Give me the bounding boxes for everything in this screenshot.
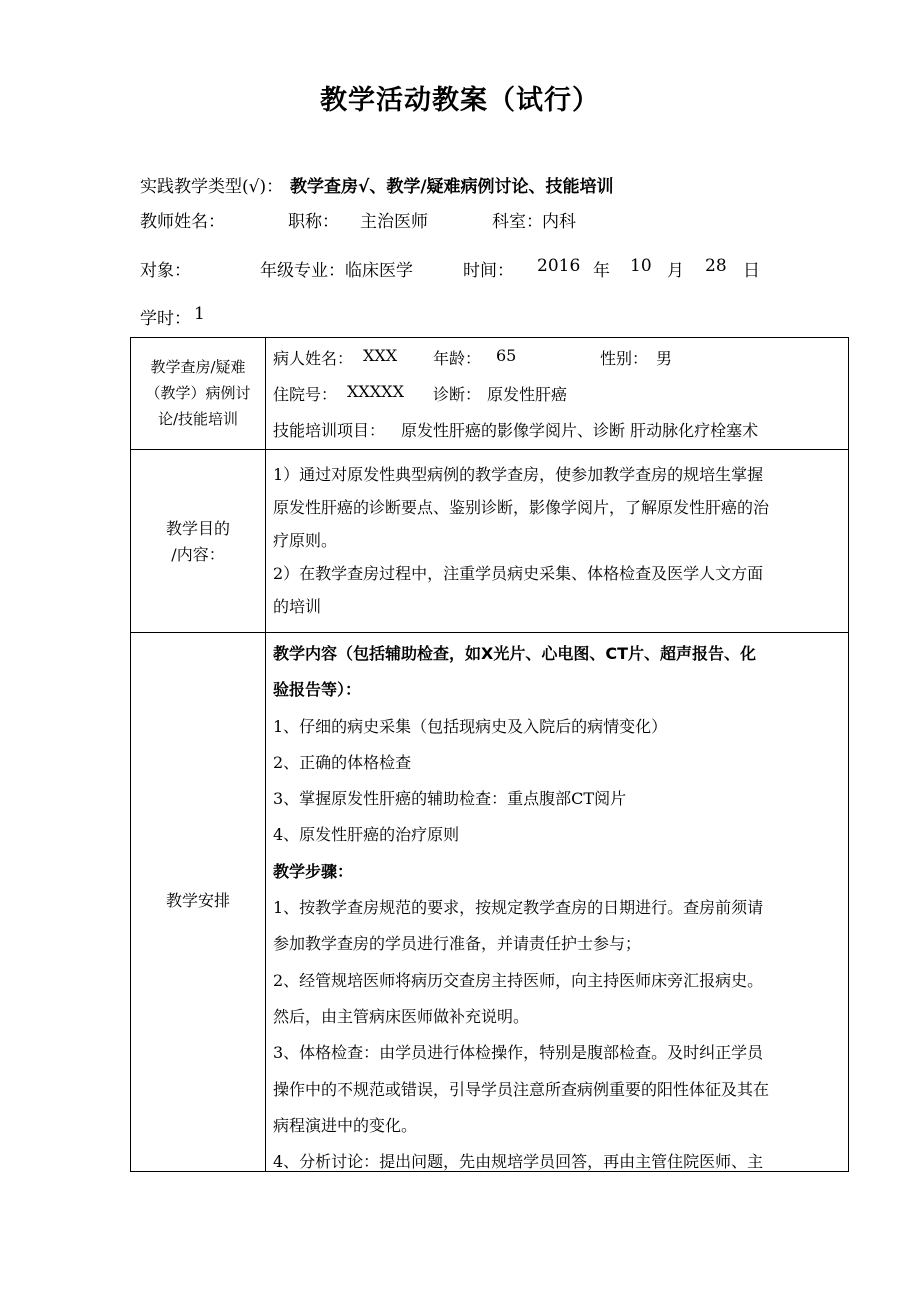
skill-label: 技能培训项目： bbox=[273, 421, 386, 440]
age-value: 65 bbox=[496, 346, 517, 365]
hours-label: 学时： bbox=[140, 309, 191, 329]
patient-name-label: 病人姓名： bbox=[273, 349, 354, 368]
target-label: 对象： bbox=[140, 261, 191, 281]
case-type-line: 论/技能培训 bbox=[157, 410, 239, 428]
lesson-table bbox=[130, 337, 849, 1172]
objectives-line: 原发性肝癌的诊断要点、鉴别诊断，影像学阅片，了解原发性肝癌的治 bbox=[273, 498, 770, 517]
rank-label: 职称： bbox=[288, 212, 339, 232]
practice-type-label: 实践教学类型(√)： bbox=[140, 177, 284, 197]
admission-label: 住院号： bbox=[273, 385, 338, 404]
step-line: 3、体格检查：由学员进行体检操作，特别是腹部检查。及时纠正学员 bbox=[273, 1043, 764, 1063]
sex-label: 性别： bbox=[600, 349, 649, 368]
row-divider-2 bbox=[131, 632, 848, 633]
age-label: 年龄： bbox=[433, 349, 482, 368]
diagnosis-label: 诊断： bbox=[433, 385, 482, 404]
step-line: 参加教学查房的学员进行准备，并请责任护士参与； bbox=[273, 934, 642, 954]
date-year: 2016 bbox=[537, 256, 581, 276]
step-line: 然后，由主管病床医师做补充说明。 bbox=[273, 1006, 530, 1026]
time-label: 时间： bbox=[463, 261, 514, 281]
admission-number: XXXXX bbox=[347, 382, 404, 401]
objectives-label-cell bbox=[131, 516, 265, 568]
case-type-line: （教学）病例讨 bbox=[145, 384, 251, 402]
content-heading: 验报告等）： bbox=[273, 680, 362, 700]
case-type-line: 教学查房/疑难 bbox=[150, 358, 246, 376]
content-item: 4、原发性肝癌的治疗原则 bbox=[273, 825, 460, 845]
step-line: 4、分析讨论：提出问题，先由规培学员回答，再由主管住院医师、主 bbox=[273, 1152, 764, 1172]
date-month-unit: 月 bbox=[667, 261, 684, 281]
date-month: 10 bbox=[630, 256, 652, 276]
objectives-line: 的培训 bbox=[273, 597, 322, 616]
dept-value: 内科 bbox=[542, 212, 576, 232]
objectives-line: 疗原则。 bbox=[273, 531, 338, 550]
objectives-label-line: 教学目的 bbox=[165, 519, 230, 538]
patient-name: XXX bbox=[363, 346, 398, 365]
column-divider bbox=[265, 338, 266, 1171]
steps-heading: 教学步骤： bbox=[273, 861, 354, 881]
content-item: 1、仔细的病史采集（包括现病史及入院后的病情变化） bbox=[273, 716, 668, 736]
skill-value: 原发性肝癌的影像学阅片、诊断 肝动脉化疗栓塞术 bbox=[401, 421, 759, 440]
step-line: 病程演进中的变化。 bbox=[273, 1115, 418, 1135]
date-year-unit: 年 bbox=[593, 261, 610, 281]
rank-value: 主治医师 bbox=[360, 212, 428, 232]
hours-value: 1 bbox=[194, 304, 205, 324]
step-line: 操作中的不规范或错误，引导学员注意所查病例重要的阳性体征及其在 bbox=[273, 1079, 770, 1099]
sex-value: 男 bbox=[656, 349, 673, 368]
row-divider-1 bbox=[131, 449, 848, 450]
teacher-name-label: 教师姓名： bbox=[140, 212, 225, 232]
objectives-label-line: /内容： bbox=[171, 545, 225, 564]
objectives-line: 1）通过对原发性典型病例的教学查房，使参加教学查房的规培生掌握 bbox=[273, 465, 764, 484]
diagnosis-value: 原发性肝癌 bbox=[487, 385, 568, 404]
arrangement-label-cell bbox=[131, 888, 265, 914]
date-day: 28 bbox=[705, 256, 727, 276]
content-item: 2、正确的体格检查 bbox=[273, 752, 412, 772]
grade-label: 年级专业： bbox=[260, 261, 345, 281]
dept-label: 科室： bbox=[492, 212, 543, 232]
page-title: 教学活动教案（试行） bbox=[320, 85, 600, 116]
content-heading: 教学内容（包括辅助检查，如X光片、心电图、CT片、超声报告、化 bbox=[273, 644, 756, 663]
objectives-line: 2）在教学查房过程中，注重学员病史采集、体格检查及医学人文方面 bbox=[273, 564, 764, 583]
step-line: 1、按教学查房规范的要求，按规定教学查房的日期进行。查房前须请 bbox=[273, 898, 764, 918]
arrangement-label: 教学安排 bbox=[165, 891, 230, 910]
case-type-cell bbox=[131, 354, 265, 432]
objectives-content-cell bbox=[273, 458, 843, 623]
arrangement-content-cell bbox=[273, 636, 843, 1180]
content-item: 3、掌握原发性肝癌的辅助检查：重点腹部CT阅片 bbox=[273, 789, 627, 809]
step-line: 2、经管规培医师将病历交查房主持医师，向主持医师床旁汇报病史。 bbox=[273, 970, 764, 990]
practice-type-value: 教学查房√、教学/疑难病例讨论、技能培训 bbox=[290, 177, 614, 197]
date-day-unit: 日 bbox=[743, 261, 760, 281]
grade-value: 临床医学 bbox=[345, 261, 413, 281]
